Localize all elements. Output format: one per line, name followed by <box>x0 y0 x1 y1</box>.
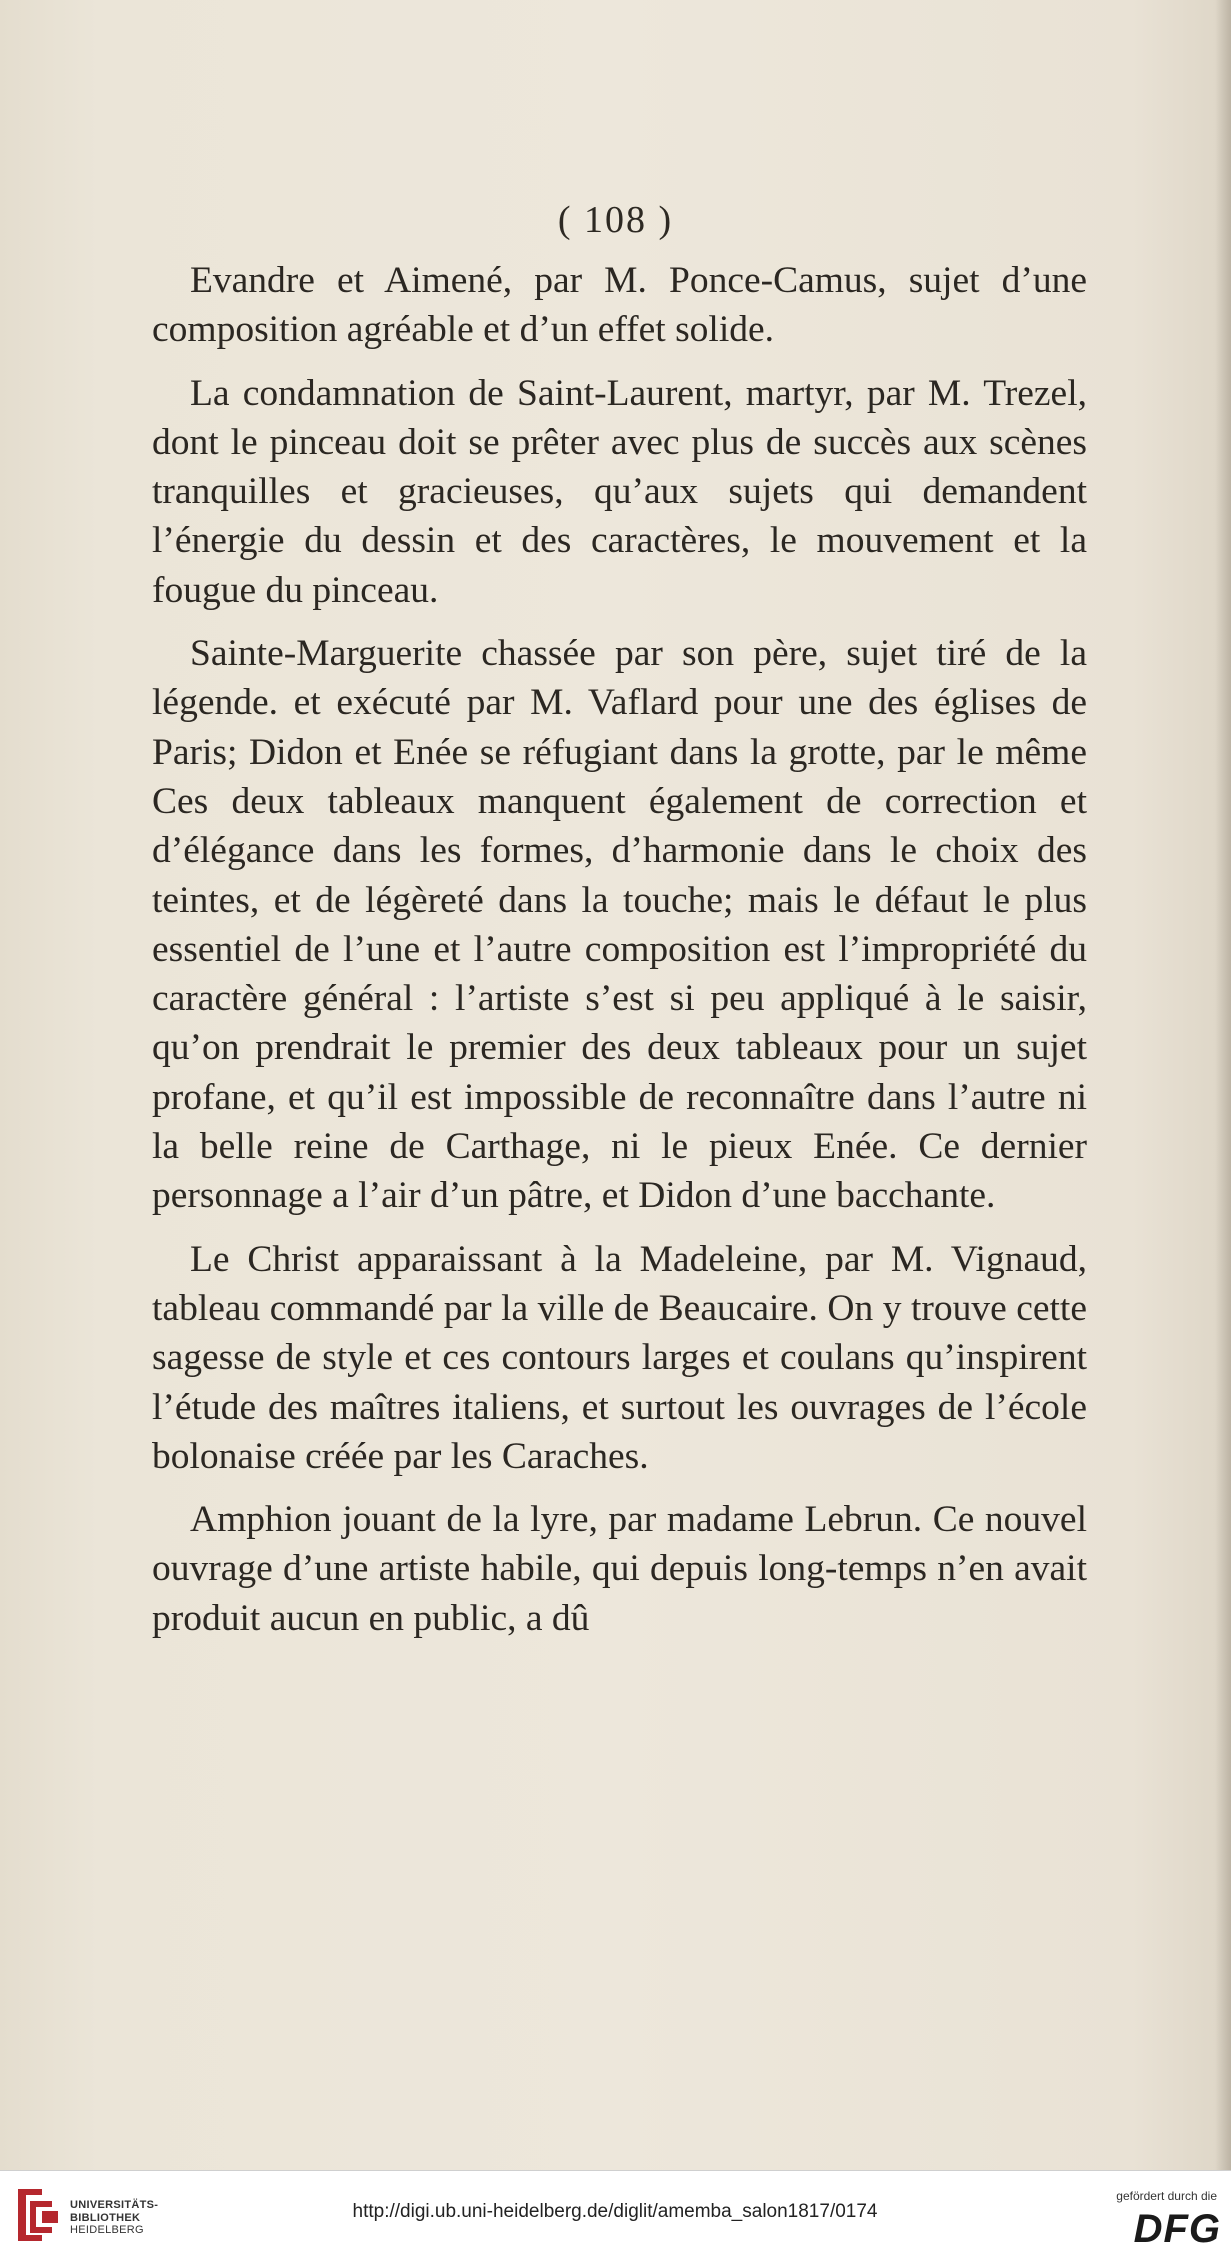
library-name <box>70 2199 158 2237</box>
page-number: ( 108 ) <box>557 199 674 241</box>
page-spine-shadow <box>1215 0 1231 2170</box>
ub-heidelberg-logo-icon[interactable] <box>12 2183 62 2247</box>
paragraph-2: La condamnation de Saint-Laurent, martyr, par M. Trezel, dont le pinceau doit se prêter avec plus de succès aux scènes tranquilles et gracieuses, qu’aux sujets qui demandent l’énergie du dessin et des caractères, le mouvement et la fougue du pinceau. <box>152 372 1087 611</box>
dfg-logo: DFG <box>1133 2207 1221 2251</box>
library-name-line-3: HEIDELBERG <box>70 2224 144 2236</box>
paragraph-3: Sainte-Marguerite chassée par son père, sujet tiré de la légende. et exécuté par M. Vaflard pour une des églises de Paris; Didon et Enée se réfugiant dans la grotte, par le même Ces deux tableaux manquent également de correction et d’élégance dans les formes, d’harmonie dans le choix des teintes, et de légèreté dans la touche; mais le défaut le plus essentiel de l’une et l’autre composition est l’impropriété du caractère général : l’artiste s’est si peu appliqué à le saisir, qu’on prendrait le premier des deux tableaux pour un sujet profane, et qu’il est impossible de reconnaître dans l’autre ni la belle reine de Carthage, ni le pieux Enée. Ce dernier personnage a l’air d’un pâtre, et Didon d’une bacchante. <box>152 633 1087 1217</box>
library-name-line-1: UNIVERSITÄTS- <box>70 2199 159 2211</box>
sponsor-note: gefördert durch die <box>1116 2189 1217 2203</box>
paragraph-5: Amphion jouant de la lyre, par madame Lebrun. Ce nouvel ouvrage d’une artiste habile, qui depuis long-temps n’en avait produit aucun en public, a dû <box>152 1499 1087 1639</box>
viewer-footer <box>0 2170 1231 2260</box>
library-name-line-2: BIBLIOTHEK <box>70 2211 141 2224</box>
paragraph-4: Le Christ apparaissant à la Madeleine, par M. Vignaud, tableau commandé par la ville de Beaucaire. On y trouve cette sagesse de style et ces contours larges et coulans qu’inspirent l’étude des maîtres italiens, et surtout les ouvrages de l’école bolonaise créée par les Caraches. <box>152 1238 1087 1477</box>
permalink-url[interactable]: http://digi.ub.uni-heidelberg.de/diglit/amemba_salon1817/0174 <box>352 2201 878 2222</box>
body-text <box>152 256 1087 1643</box>
paragraph-1: Evandre et Aimené, par M. Ponce-Camus, sujet d’une composition agréable et d’un effet solide. <box>152 260 1087 351</box>
